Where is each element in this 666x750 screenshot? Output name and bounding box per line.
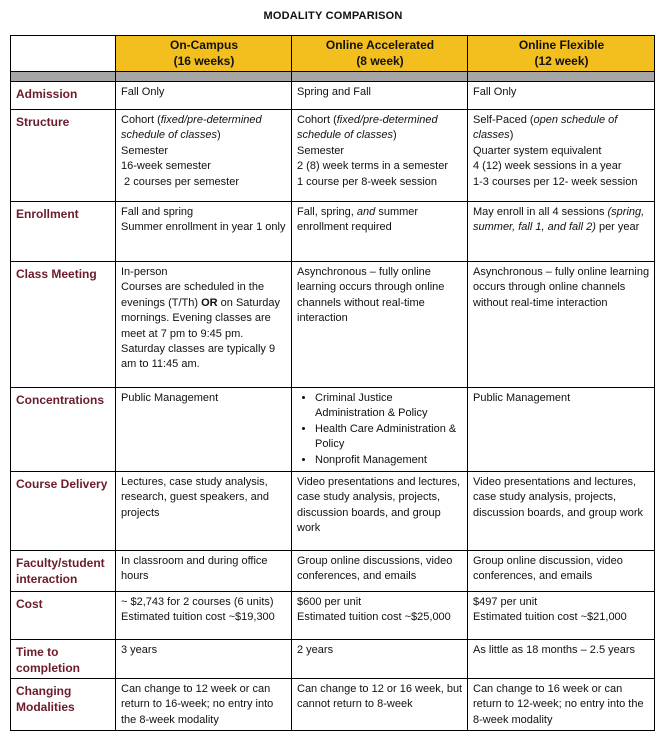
cell-faculty-on-campus: In classroom and during office hours (116, 551, 292, 592)
cell-faculty-online-accelerated: Group online discussions, video conferences, and emails (292, 551, 468, 592)
cell-concentrations-on-campus: Public Management (116, 388, 292, 472)
list-item: • Health Care Administration & Policy (315, 422, 463, 453)
cell-faculty-online-flexible: Group online discussion, video conferences, and emails (468, 551, 655, 592)
row-label-concentrations: Concentrations (11, 388, 116, 472)
row-label-time-to-completion: Time to completion (11, 640, 116, 679)
cell-structure-on-campus: Cohort (fixed/pre-determined schedule of classes) Semester 16-week semester 2 courses per semester (116, 110, 292, 202)
cell-cost-online-flexible: $497 per unit Estimated tuition cost ~$21,000 (468, 592, 655, 640)
table-row (11, 202, 655, 262)
cell-enrollment-online-flexible: May enroll in all 4 sessions (spring, summer, fall 1, and fall 2) per year (468, 202, 655, 262)
cell-class-meeting-on-campus: In-person Courses are scheduled in the evenings (T/Th) OR on Saturday mornings. Evening classes are meet at 7 pm to 9:45 pm. Saturday classes are typically 9 am to 11:45 am. (116, 262, 292, 388)
header-online-flexible-duration: (12 week) (534, 54, 589, 68)
table-row (11, 82, 655, 110)
cell-structure-online-flexible: Self-Paced (open schedule of classes) Quarter system equivalent 4 (12) week sessions in a year 1-3 courses per 12- week session (468, 110, 655, 202)
cell-changing-online-accelerated: Can change to 12 or 16 week, but cannot return to 8-week (292, 679, 468, 731)
table-row (11, 640, 655, 679)
header-row (11, 36, 655, 72)
cell-time-on-campus: 3 years (116, 640, 292, 679)
structure-self-paced-text: Self-Paced (open schedule of classes) (473, 114, 618, 142)
header-on-campus (116, 36, 292, 72)
row-label-course-delivery: Course Delivery (11, 472, 116, 551)
header-online-flexible (468, 36, 655, 72)
cell-cost-on-campus: ~ $2,743 for 2 courses (6 units) Estimated tuition cost ~$19,300 (116, 592, 292, 640)
table-row (11, 551, 655, 592)
structure-cohort-text: Cohort (fixed/pre-determined schedule of classes) (121, 114, 262, 142)
cell-course-delivery-online-accelerated: Video presentations and lectures, case study analysis, projects, discussion boards, and group work (292, 472, 468, 551)
row-label-changing-modalities: Changing Modalities (11, 679, 116, 731)
concentrations-list (297, 391, 463, 468)
cell-changing-online-flexible: Can change to 16 week or can return to 12-week; no entry into the 8-week modality (468, 679, 655, 731)
table-row (11, 388, 655, 472)
structure-cohort-text: Cohort (fixed/pre-determined schedule of classes) (297, 114, 438, 142)
list-item: • Nonprofit Management (315, 453, 463, 468)
cell-class-meeting-online-flexible: Asynchronous – fully online learning occurs through online channels without real-time interaction (468, 262, 655, 388)
cell-concentrations-online-accelerated (292, 388, 468, 472)
separator-band (11, 72, 655, 82)
table-row (11, 679, 655, 731)
table-row (11, 592, 655, 640)
cell-time-online-accelerated: 2 years (292, 640, 468, 679)
header-online-accelerated (292, 36, 468, 72)
table-row (11, 110, 655, 202)
cell-course-delivery-on-campus: Lectures, case study analysis, research, guest speakers, and projects (116, 472, 292, 551)
header-online-accelerated-name: Online Accelerated (325, 38, 435, 52)
row-label-faculty-interaction: Faculty/student interaction (11, 551, 116, 592)
header-on-campus-duration: (16 weeks) (173, 54, 235, 68)
header-online-accelerated-duration: (8 week) (356, 54, 404, 68)
cell-admission-online-flexible: Fall Only (468, 82, 655, 110)
cell-admission-on-campus: Fall Only (116, 82, 292, 110)
row-label-structure: Structure (11, 110, 116, 202)
cell-concentrations-online-flexible: Public Management (468, 388, 655, 472)
cell-structure-online-accelerated: Cohort (fixed/pre-determined schedule of classes) Semester 2 (8) week terms in a semester 1 course per 8-week session (292, 110, 468, 202)
list-item: • Criminal Justice Administration & Policy (315, 391, 463, 422)
cell-enrollment-on-campus: Fall and spring Summer enrollment in year 1 only (116, 202, 292, 262)
cell-time-online-flexible: As little as 18 months – 2.5 years (468, 640, 655, 679)
cell-course-delivery-online-flexible: Video presentations and lectures, case study analysis, projects, discussion boards, and group work (468, 472, 655, 551)
modality-comparison-table (10, 35, 655, 731)
header-online-flexible-name: Online Flexible (518, 38, 605, 52)
cell-class-meeting-online-accelerated: Asynchronous – fully online learning occurs through online channels without real-time interaction (292, 262, 468, 388)
row-label-class-meeting: Class Meeting (11, 262, 116, 388)
row-label-cost: Cost (11, 592, 116, 640)
cell-cost-online-accelerated: $600 per unit Estimated tuition cost ~$25,000 (292, 592, 468, 640)
cell-changing-on-campus: Can change to 12 week or can return to 16-week; no entry into the 8-week modality (116, 679, 292, 731)
cell-admission-online-accelerated: Spring and Fall (292, 82, 468, 110)
row-label-enrollment: Enrollment (11, 202, 116, 262)
row-label-admission: Admission (11, 82, 116, 110)
table-row (11, 472, 655, 551)
header-corner-cell (11, 36, 116, 72)
page-title: MODALITY COMPARISON (263, 10, 403, 22)
header-on-campus-name: On-Campus (169, 38, 238, 52)
table-row (11, 262, 655, 388)
cell-enrollment-online-accelerated: Fall, spring, and summer enrollment required (292, 202, 468, 262)
